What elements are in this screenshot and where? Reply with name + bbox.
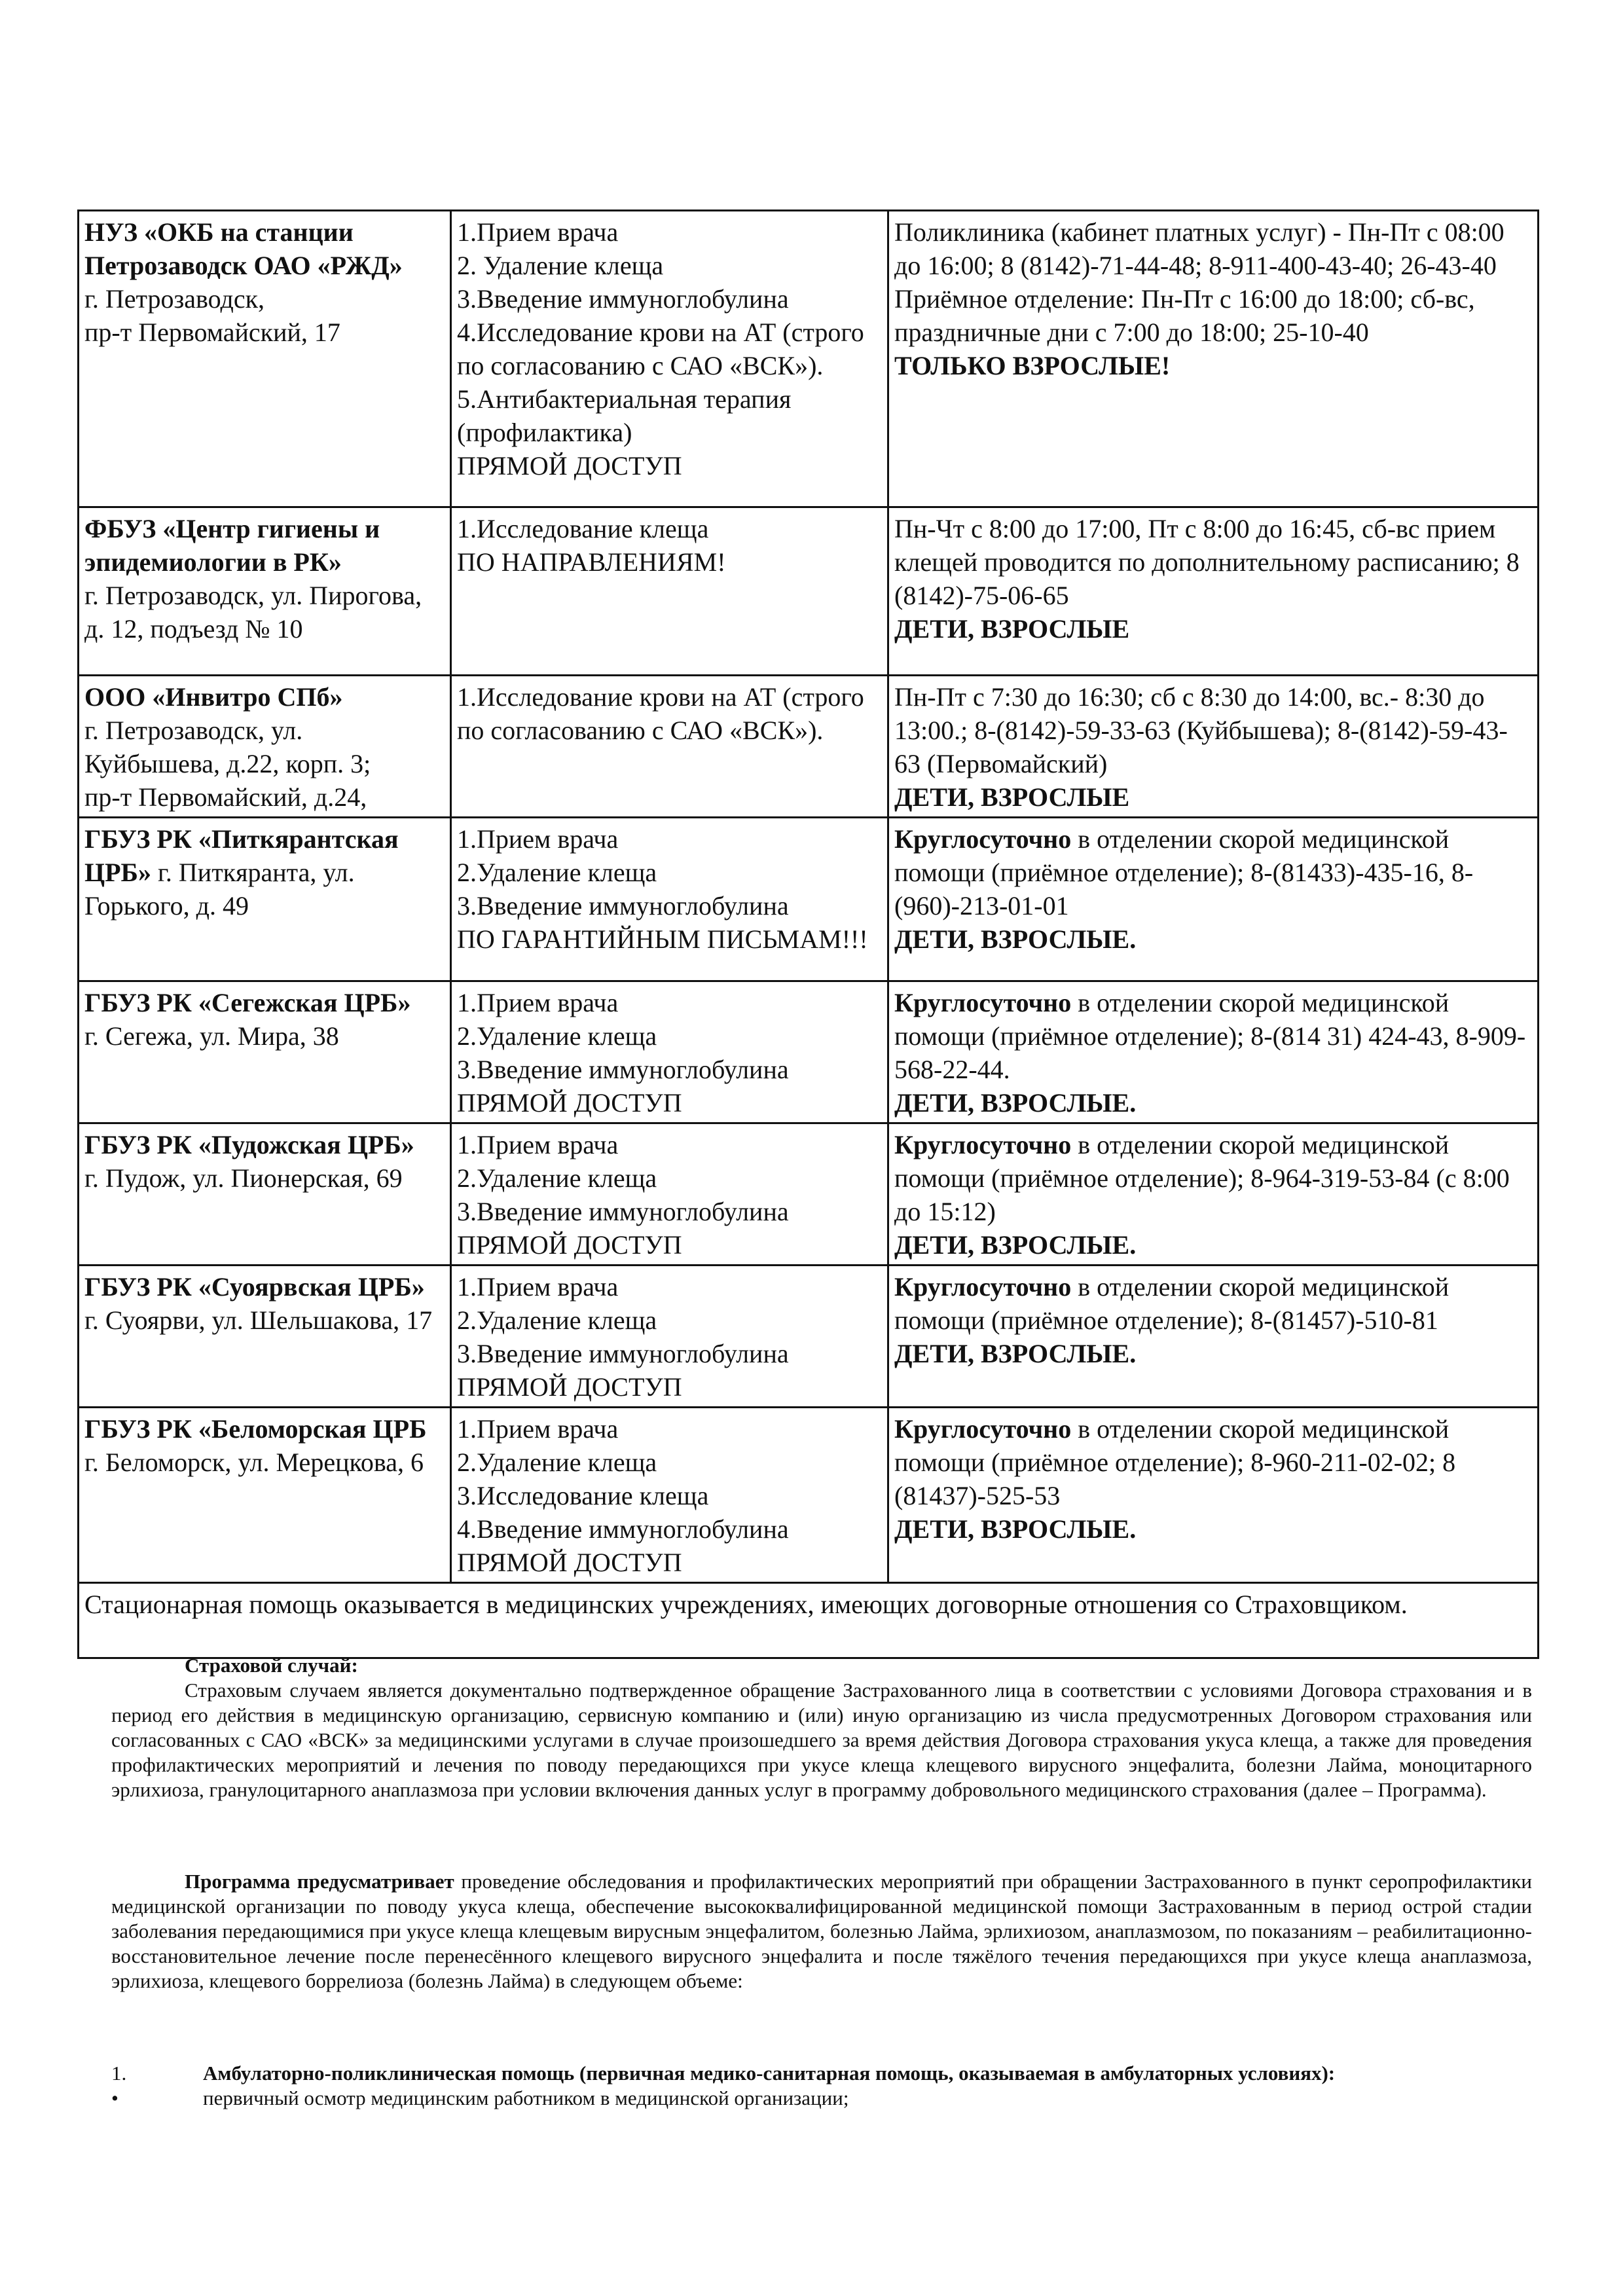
clinic-name: ГБУЗ РК «Питкярантская ЦРБ» xyxy=(84,824,399,887)
clinic-services-cell xyxy=(451,676,888,818)
service-item: 3.Введение иммуноглобулина xyxy=(457,284,789,314)
service-item: 5.Антибактериальная терапия (профилактика) xyxy=(457,384,792,447)
schedule-hours: Круглосуточно xyxy=(894,824,1072,854)
schedule-text: Приёмное отделение: Пн-Пт с 16:00 до 18:00; сб-вс, праздничные дни с 7:00 до 18:00; 25-10-40 xyxy=(894,284,1475,347)
clinic-services-cell xyxy=(451,818,888,981)
clinic-schedule-cell xyxy=(888,1408,1539,1583)
patients-label: ДЕТИ, ВЗРОСЛЫЕ. xyxy=(894,1088,1137,1118)
clinic-name: ФБУЗ «Центр гигиены и эпидемиологии в РК» xyxy=(84,514,380,577)
schedule-text: Поликлиника (кабинет платных услуг) - Пн-Пт с 08:00 до 16:00; 8 (8142)-71-44-48; 8-911-400-43-40; 26-43-40 xyxy=(894,217,1504,280)
clinic-services-cell xyxy=(451,1123,888,1266)
insured-event-heading: Страховой случай: xyxy=(185,1654,358,1677)
service-item: 3.Введение иммуноглобулина xyxy=(457,1197,789,1226)
patients-label: ДЕТИ, ВЗРОСЛЫЕ xyxy=(894,782,1130,812)
insured-event-section xyxy=(111,1653,1532,1802)
clinic-name: НУЗ «ОКБ на станции Петрозаводск ОАО «РЖД» xyxy=(84,217,403,280)
clinic-schedule-cell xyxy=(888,211,1539,507)
schedule-text: Пн-Чт с 8:00 до 17:00, Пт с 8:00 до 16:45, сб-вс прием клещей проводится по дополнительному расписанию; 8 (8142)-75-06-65 xyxy=(894,514,1520,610)
schedule-hours: Круглосуточно xyxy=(894,1130,1072,1159)
program-paragraph xyxy=(111,1869,1532,1994)
clinic-address: г. Сегежа, ул. Мира, 38 xyxy=(84,1021,339,1051)
service-item: 3.Введение иммуноглобулина xyxy=(457,1055,789,1084)
clinic-name-cell xyxy=(79,1123,451,1266)
clinic-schedule-cell xyxy=(888,981,1539,1123)
clinic-name: ООО «Инвитро СПб» xyxy=(84,682,343,712)
clinic-name: ГБУЗ РК «Пудожская ЦРБ» xyxy=(84,1130,414,1159)
access-type: ПРЯМОЙ ДОСТУП xyxy=(457,451,682,481)
clinic-row xyxy=(79,818,1539,981)
clinic-name: ГБУЗ РК «Суоярвская ЦРБ» xyxy=(84,1272,425,1302)
clinic-services-cell xyxy=(451,211,888,507)
service-item: 1.Прием врача xyxy=(457,1414,619,1444)
patients-label: ДЕТИ, ВЗРОСЛЫЕ. xyxy=(894,1514,1137,1544)
clinic-row xyxy=(79,1123,1539,1266)
service-item: 1.Прием врача xyxy=(457,824,619,854)
program-lead: Программа предусматривает xyxy=(185,1870,454,1893)
access-type: ПРЯМОЙ ДОСТУП xyxy=(457,1088,682,1118)
clinic-address: г. Пудож, ул. Пионерская, 69 xyxy=(84,1163,403,1193)
service-item: 1.Исследование крови на АТ (строго по согласованию с САО «ВСК»). xyxy=(457,682,864,745)
service-item: 2. Удаление клеща xyxy=(457,251,664,280)
clinic-name: ГБУЗ РК «Беломорская ЦРБ xyxy=(84,1414,427,1444)
schedule-text: Пн-Пт с 7:30 до 16:30; сб с 8:30 до 14:00, вс.- 8:30 до 13:00.; 8-(8142)-59-33-63 (Куйбышева); 8-(8142)-59-43-63 (Первомайский) xyxy=(894,682,1508,778)
clinic-services-cell xyxy=(451,1408,888,1583)
service-item: 3.Исследование клеща xyxy=(457,1481,709,1510)
clinic-name-cell xyxy=(79,507,451,676)
clinic-schedule-cell xyxy=(888,818,1539,981)
clinic-schedule-cell xyxy=(888,1123,1539,1266)
clinic-address: г. Питкяранта, ул. Горького, д. 49 xyxy=(84,858,355,920)
clinic-services-cell xyxy=(451,507,888,676)
clinic-services-cell xyxy=(451,1266,888,1408)
service-item: 1.Прием врача xyxy=(457,1130,619,1159)
clinic-address: г. Беломорск, ул. Мерецкова, 6 xyxy=(84,1448,424,1477)
clinic-schedule-cell xyxy=(888,507,1539,676)
clinic-address: г. Петрозаводск, ул. Пирогова, д. 12, подъезд № 10 xyxy=(84,581,422,644)
clinic-name-cell xyxy=(79,676,451,818)
insured-event-text: Страховым случаем является документально подтвержденное обращение Застрахованного лица в соответствии с условиями Договора страхования и в период его действия в медицинскую организацию, сервисную компанию и (или) иную организацию из числа предусмотренных Договором страхования или согласованных с САО «ВСК» за медицинскими услугами в случае произошедшего за время действия Договора страхования укуса клеща, а также для проведения профилактических мероприятий и лечения по поводу передающихся при укусе клеща клещевого вирусного энцефалита, болезни Лайма, моноцитарного эрлихиоза, гранулоцитарного анаплазмоза при условии включения данных услуг в программу добровольного медицинского страхования (далее – Программа). xyxy=(111,1679,1532,1801)
clinic-row xyxy=(79,981,1539,1123)
clinic-row xyxy=(79,676,1539,818)
clinic-address: г. Суоярви, ул. Шельшакова, 17 xyxy=(84,1305,433,1335)
clinic-name-cell xyxy=(79,1266,451,1408)
clinic-schedule-cell xyxy=(888,1266,1539,1408)
patients-label: ДЕТИ, ВЗРОСЛЫЕ. xyxy=(894,924,1137,954)
access-type: ПРЯМОЙ ДОСТУП xyxy=(457,1230,682,1260)
service-item: 3.Введение иммуноглобулина xyxy=(457,1339,789,1368)
service-item: 2.Удаление клеща xyxy=(457,858,657,887)
clinic-row xyxy=(79,1266,1539,1408)
clinic-address: пр-т Первомайский, д.24, xyxy=(84,782,367,812)
coverage-list xyxy=(111,2061,1552,2111)
program-text: проведение обследования и профилактических мероприятий при обращении Застрахованного в пункт серопрофилактики медицинской организации по поводу укуса клеща, обеспечение высококвалифицированной медицинской помощи Застрахованным в период острой стадии заболевания передающимися при укусе клеща клещевым вирусным энцефалитом, болезнью Лайма, эрлихиозом, анаплазмозом, по показаниям – реабилитационно-восстановительное лечение после перенесённого клещевого вирусного энцефалита и после тяжёлого течения передающихся при укусе клеща анаплазмоза, эрлихиоза, клещевого боррелиоза (болезнь Лайма) в следующем объеме: xyxy=(111,1870,1532,1992)
service-item: 3.Введение иммуноглобулина xyxy=(457,891,789,920)
service-item: 2.Удаление клеща xyxy=(457,1448,657,1477)
schedule-text: в отделении скорой медицинской помощи (приёмное отделение); 8-(81433)-435-16, 8-(960)-213-01-01 xyxy=(894,824,1474,920)
service-item: 4.Введение иммуноглобулина xyxy=(457,1514,789,1544)
schedule-text: в отделении скорой медицинской помощи (приёмное отделение); 8-(81457)-510-81 xyxy=(894,1272,1450,1335)
clinics-table-body xyxy=(79,211,1539,1658)
service-item: 2.Удаление клеща xyxy=(457,1021,657,1051)
clinic-row xyxy=(79,507,1539,676)
patients-label: ДЕТИ, ВЗРОСЛЫЕ xyxy=(894,614,1130,644)
schedule-hours: Круглосуточно xyxy=(894,988,1072,1017)
schedule-text: в отделении скорой медицинской помощи (приёмное отделение); 8-(814 31) 424-43, 8-909-568-22-44. xyxy=(894,988,1526,1084)
program-section xyxy=(111,1869,1532,1994)
service-item: 2.Удаление клеща xyxy=(457,1305,657,1335)
bullet-icon: • xyxy=(111,2086,119,2109)
access-type: ПО НАПРАВЛЕНИЯМ! xyxy=(457,547,726,577)
patients-label: ДЕТИ, ВЗРОСЛЫЕ. xyxy=(894,1339,1137,1368)
clinic-schedule-cell xyxy=(888,676,1539,818)
list-item-text: первичный осмотр медицинским работником в медицинской организации; xyxy=(203,2086,849,2109)
clinic-services-cell xyxy=(451,981,888,1123)
clinics-table xyxy=(77,210,1539,1659)
clinic-name: ГБУЗ РК «Сегежская ЦРБ» xyxy=(84,988,411,1017)
service-item: 1.Исследование клеща xyxy=(457,514,709,543)
list-marker: 1. xyxy=(111,2062,127,2085)
service-item: 4.Исследование крови на АТ (строго по согласованию с САО «ВСК»). xyxy=(457,318,864,380)
access-type: ПО ГАРАНТИЙНЫМ ПИСЬМАМ!!! xyxy=(457,924,868,954)
list-item-text: Амбулаторно-поликлиническая помощь (первичная медико-санитарная помощь, оказываемая в амбулаторных условиях): xyxy=(203,2062,1336,2085)
table-note: Стационарная помощь оказывается в медицинских учреждениях, имеющих договорные отношения со Страховщиком. xyxy=(79,1583,1539,1658)
clinic-row xyxy=(79,211,1539,507)
clinic-address: г. Петрозаводск, xyxy=(84,284,265,314)
list-item xyxy=(111,2061,1552,2086)
schedule-hours: Круглосуточно xyxy=(894,1414,1072,1444)
schedule-hours: Круглосуточно xyxy=(894,1272,1072,1302)
clinic-address: пр-т Первомайский, 17 xyxy=(84,318,340,347)
clinic-row xyxy=(79,1408,1539,1583)
schedule-text: в отделении скорой медицинской помощи (приёмное отделение); 8-960-211-02-02; 8 (81437)-525-53 xyxy=(894,1414,1456,1510)
schedule-text: в отделении скорой медицинской помощи (приёмное отделение); 8-964-319-53-84 (с 8:00 до 15:12) xyxy=(894,1130,1510,1226)
access-type: ПРЯМОЙ ДОСТУП xyxy=(457,1372,682,1402)
access-type: ПРЯМОЙ ДОСТУП xyxy=(457,1548,682,1577)
service-item: 2.Удаление клеща xyxy=(457,1163,657,1193)
table-note-row xyxy=(79,1583,1539,1658)
clinic-name-cell xyxy=(79,981,451,1123)
clinic-name-cell xyxy=(79,1408,451,1583)
clinic-address: г. Петрозаводск, ул. Куйбышева, д.22, корп. 3; xyxy=(84,716,371,778)
service-item: 1.Прием врача xyxy=(457,217,619,247)
clinic-name-cell xyxy=(79,211,451,507)
clinic-name-cell xyxy=(79,818,451,981)
service-item: 1.Прием врача xyxy=(457,988,619,1017)
patients-label: ДЕТИ, ВЗРОСЛЫЕ. xyxy=(894,1230,1137,1260)
service-item: 1.Прием врача xyxy=(457,1272,619,1302)
list-item xyxy=(111,2086,1552,2111)
patients-label: ТОЛЬКО ВЗРОСЛЫЕ! xyxy=(894,351,1171,380)
